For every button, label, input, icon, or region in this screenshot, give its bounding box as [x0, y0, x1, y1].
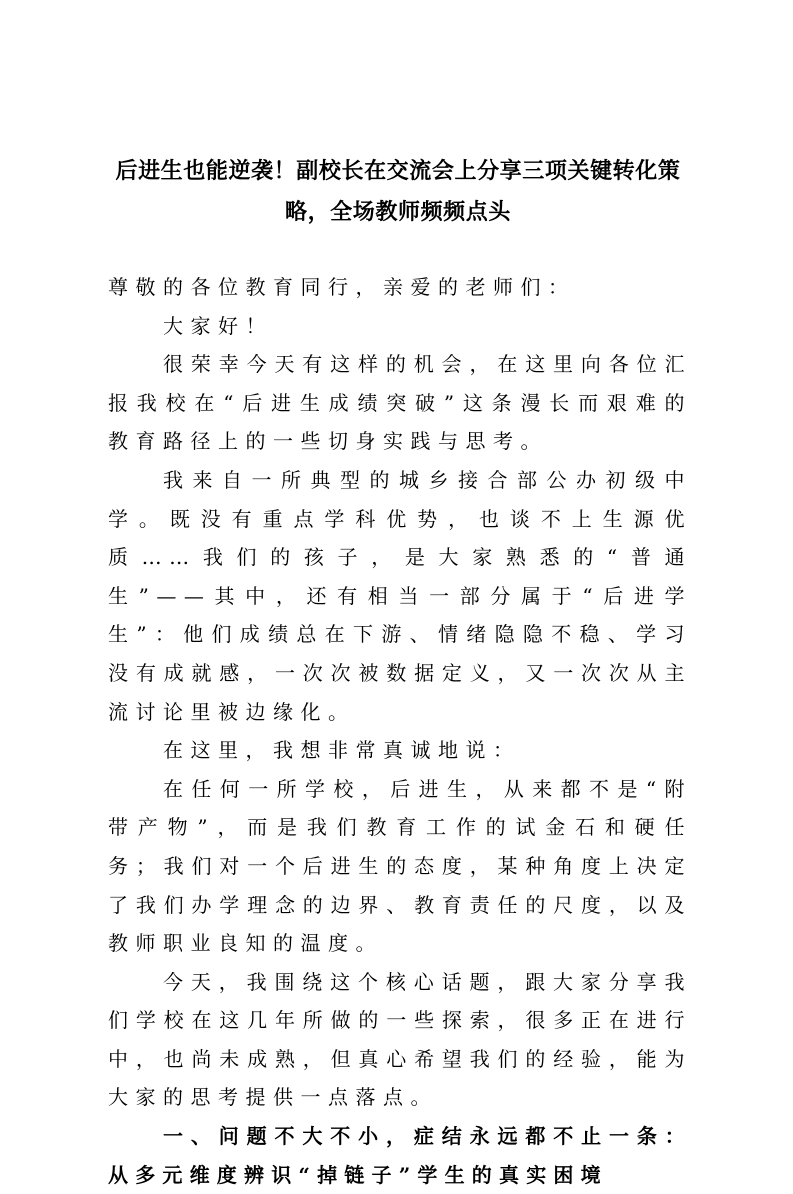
paragraph: 今天，我围绕这个核心话题，跟大家分享我们学校在这几年所做的一些探索，很多正在进行中，也尚未成熟，但真心希望我们的经验，能为大家的思考提供一点落点。 [108, 969, 692, 1110]
salutation: 尊敬的各位教育同行，亲爱的老师们： [108, 275, 576, 299]
paragraph: 很荣幸今天有这样的机会，在这里向各位汇报我校在“后进生成绩突破”这条漫长而艰难的教育路径上的一些切身实践与思考。 [108, 352, 692, 454]
document-body [108, 268, 692, 1194]
paragraph: 我来自一所典型的城乡接合部公办初级中学。既没有重点学科优势，也谈不上生源优质……我们的孩子，是大家熟悉的“普通生”——其中，还有相当一部分属于“后进学生”：他们成绩总在下游、情绪隐隐不稳、学习没有成就感，一次次被数据定义，又一次次从主流讨论里被边缘化。 [108, 467, 692, 724]
document-title: 后进生也能逆袭！副校长在交流会上分享三项关键转化策略，全场教师频频点头 [115, 159, 681, 225]
paragraph: 在任何一所学校，后进生，从来都不是“附带产物”，而是我们教育工作的试金石和硬任务；我们对一个后进生的态度，某种角度上决定了我们办学理念的边界、教育责任的尺度，以及教师职业良知的温度。 [108, 776, 692, 956]
paragraph: 在这里，我想非常真诚地说： [163, 738, 521, 763]
paragraph: 大家好！ [163, 313, 273, 338]
section-heading: 一、问题不大不小，症结永远都不止一条：从多元维度辨识“掉链子”学生的真实困境 [108, 1124, 692, 1187]
